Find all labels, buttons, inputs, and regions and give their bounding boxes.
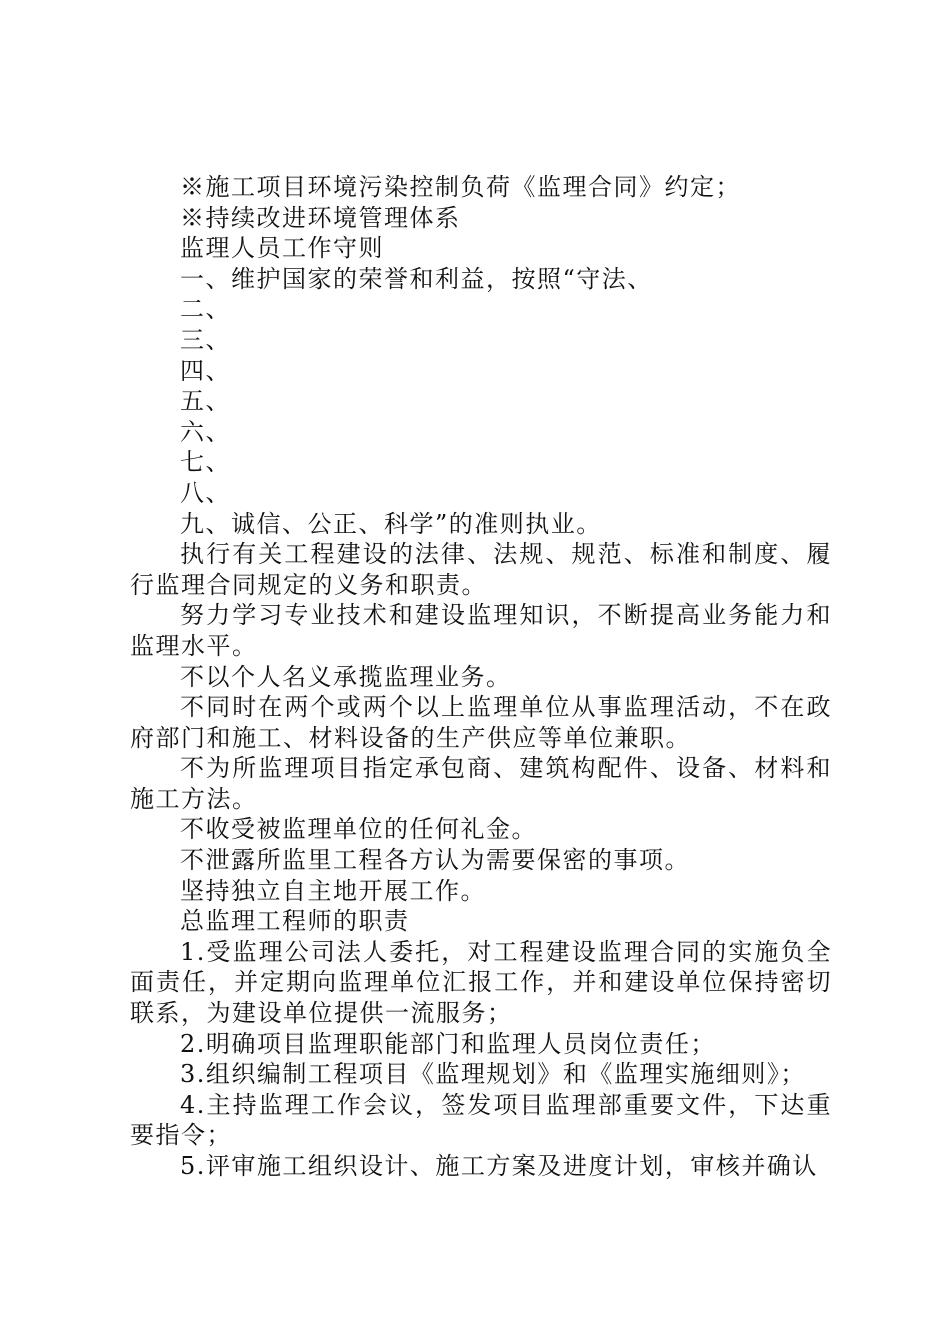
- list-item: 六、: [180, 417, 231, 446]
- list-item: 九、诚信、公正、科学”的准则执业。: [180, 509, 602, 538]
- paragraph: 不以个人名义承揽监理业务。: [180, 662, 512, 691]
- numbered-item: 5.评审施工组织设计、施工方案及进度计划，审核并确认: [180, 1152, 818, 1180]
- list-item: 八、: [180, 478, 231, 507]
- list-item: 五、: [180, 387, 231, 416]
- paragraph: 坚持独立自主地开展工作。: [180, 876, 486, 905]
- paragraph: 努力学习专业技术和建设监理知识，不断提高业务能力和监理水平。: [130, 601, 832, 660]
- list-item: 一、维护国家的荣誉和利益，按照“守法、: [180, 264, 653, 293]
- paragraph: 执行有关工程建设的法律、法规、规范、标准和制度、履行监理合同规定的义务和职责。: [130, 540, 832, 599]
- paragraph: 不为所监理项目指定承包商、建筑构配件、设备、材料和施工方法。: [130, 754, 832, 813]
- paragraph: ※施工项目环境污染控制负荷《监理合同》约定；: [180, 173, 741, 201]
- numbered-item: 3.组织编制工程项目《监理规划》和《监理实施细则》；: [180, 1060, 806, 1089]
- document-body: [130, 172, 832, 1182]
- list-item: 二、: [180, 295, 231, 324]
- section-heading: 总监理工程师的职责: [180, 907, 410, 936]
- section-heading: 监理人员工作守则: [180, 234, 384, 263]
- paragraph: 不同时在两个或两个以上监理单位从事监理活动，不在政府部门和施工、材料设备的生产供应等单位兼职。: [130, 693, 832, 752]
- paragraph: 不收受被监理单位的任何礼金。: [180, 815, 537, 844]
- numbered-item: 4.主持监理工作会议，签发项目监理部重要文件，下达重要指令；: [130, 1090, 832, 1150]
- list-item: 七、: [180, 448, 231, 477]
- list-item: 四、: [180, 356, 231, 385]
- numbered-item: 2.明确项目监理职能部门和监理人员岗位责任；: [180, 1029, 716, 1058]
- numbered-item: 1.受监理公司法人委托，对工程建设监理合同的实施负全面责任，并定期向监理单位汇报工作，并和建设单位保持密切联系，为建设单位提供一流服务；: [130, 937, 832, 1028]
- paragraph: ※持续改进环境管理体系: [180, 203, 461, 232]
- paragraph: 不泄露所监里工程各方认为需要保密的事项。: [180, 846, 690, 875]
- list-item: 三、: [180, 325, 231, 354]
